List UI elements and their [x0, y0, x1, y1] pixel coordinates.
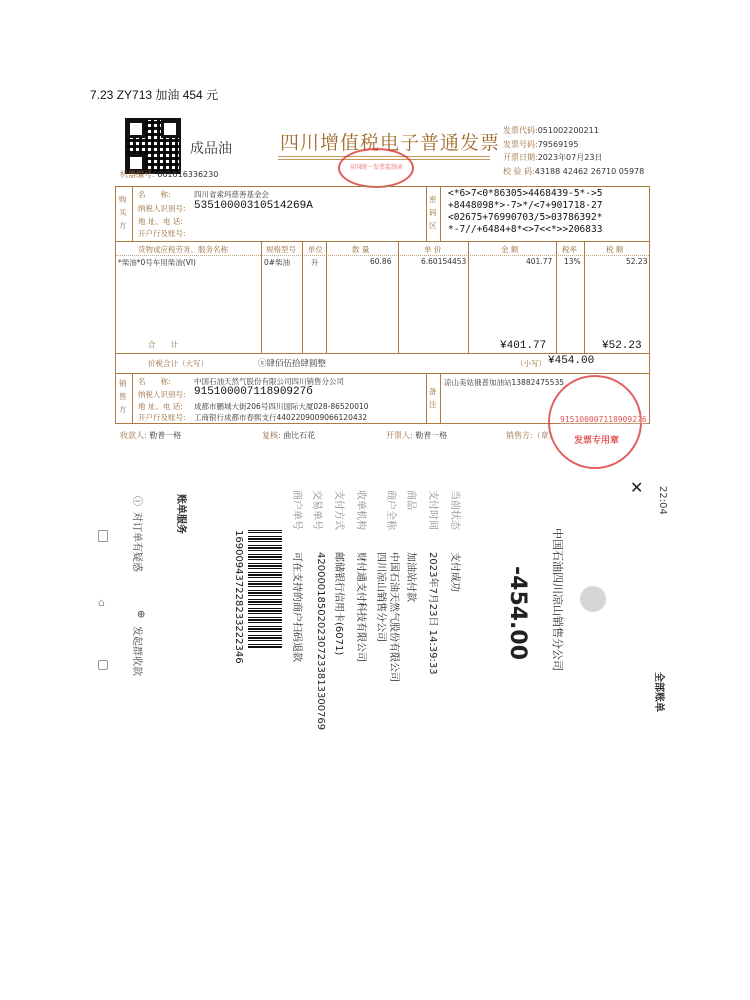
- footer-drawer: 开票人: 勒普一格: [386, 431, 448, 440]
- total-tax: ¥52.23: [602, 340, 642, 352]
- th-price: 单 价: [424, 245, 442, 254]
- seller-name: 中国石油天然气股份有限公司四川销售分公司: [194, 377, 344, 386]
- product-label: 成品油: [190, 141, 232, 157]
- th-amount: 金 额: [501, 245, 519, 254]
- invoice-stamp: 915100007118909276 发票专用章: [548, 375, 642, 469]
- total-amount: ¥401.77: [500, 340, 547, 352]
- supervision-stamp: 全国统一发票监制章: [338, 148, 414, 188]
- qr-code: [125, 118, 181, 174]
- row-label-7: 商户单号: [291, 490, 302, 530]
- row-value-7: 可在支持的商户扫码退款: [291, 552, 302, 662]
- td-tax: 52.23: [626, 257, 648, 266]
- cipher-text: <*6>7<0*86305>4468439-5*->5 +8448098*>-7>*/<7+901718-27 <02675+76990703/5>03786392* *-7//+6484+8*<>7<<*>>206833: [448, 188, 603, 235]
- amount: -454.00: [505, 566, 530, 661]
- row-value-2: 加油站付款: [405, 552, 416, 602]
- row-value-6: 4200001850202307233813300769: [315, 552, 326, 731]
- barcode-number: 169009437228233222346: [233, 530, 244, 664]
- sum-label: 价税合计（大写）: [148, 359, 208, 368]
- row-value-0: 支付成功: [449, 552, 460, 592]
- status-time: 22:04: [657, 486, 668, 515]
- td-qty: 60.86: [370, 257, 392, 266]
- cipher-label: 密码区: [429, 195, 437, 230]
- row-label-5: 支付方式: [333, 490, 344, 530]
- buyer-name: 四川省索玛慈善基金会: [194, 190, 269, 199]
- td-spec: 0#柴油: [264, 258, 291, 267]
- service-title: 账单服务: [175, 494, 186, 534]
- th-spec: 规格型号: [266, 245, 296, 254]
- seller-bank-label: 开户行及账号:: [138, 413, 186, 422]
- th-qty: 数 量: [352, 245, 370, 254]
- row-label-6: 交易单号: [311, 490, 322, 530]
- buyer-tax-label: 纳税人识别号:: [138, 204, 186, 213]
- footer-review: 复核: 曲比石花: [262, 431, 316, 440]
- bill-header: 全部账单: [653, 672, 664, 712]
- footer-seller: 销售方:（章）: [506, 431, 557, 440]
- row-value-4: 财付通支付科技有限公司: [355, 552, 366, 662]
- sum-small-label: （小写）: [516, 359, 546, 368]
- service-item-inquiry[interactable]: 对订单有疑惑: [131, 512, 142, 572]
- buyer-tax-id: 53510000310514269A: [194, 200, 313, 212]
- th-unit: 单位: [308, 245, 323, 254]
- question-icon[interactable]: ⓘ: [131, 496, 142, 506]
- footer-payee: 收款人: 勒普一格: [120, 431, 182, 440]
- buyer-section-label: 购买方: [119, 195, 127, 230]
- row-value-1: 2023年7月23日 14:39:33: [427, 552, 438, 675]
- seller-name-label: 名 称:: [138, 377, 171, 386]
- menu-nav-icon[interactable]: [98, 530, 108, 542]
- seller-tax-id: 91510000711890927б: [194, 386, 313, 398]
- td-rate: 13%: [564, 257, 581, 266]
- row-label-0: 当前状态: [449, 490, 460, 530]
- seller-addr-label: 地 址、电 话:: [138, 402, 183, 411]
- remark-label: 备注: [429, 387, 437, 409]
- total-label: 合 计: [148, 340, 178, 349]
- td-unit: 升: [311, 258, 319, 267]
- row-value-3: 中国石油天然气股份有限公司四川凉山销售分公司: [375, 552, 399, 682]
- seller-addr: 成都市鹏城大街206号四川国际大厦028-86520010: [194, 402, 369, 411]
- close-icon[interactable]: ✕: [630, 478, 644, 497]
- buyer-addr-label: 地 址、电 话:: [138, 217, 183, 226]
- buyer-name-label: 名 称:: [138, 190, 171, 199]
- invoice-title: 四川增值税电子普通发票: [280, 132, 501, 154]
- machine-number: 机器编号: 661616336230: [120, 170, 219, 179]
- th-goods: 货物或应税劳务、服务名称: [138, 245, 228, 254]
- barcode: [248, 530, 282, 648]
- seller-tax-label: 纳税人识别号:: [138, 390, 186, 399]
- page-caption: 7.23 ZY713 加油 454 元: [90, 88, 219, 102]
- th-tax: 税 额: [606, 245, 624, 254]
- row-value-5: 邮储银行信用卡(6071): [333, 552, 344, 656]
- row-label-2: 商品: [405, 490, 416, 510]
- merchant-avatar: [580, 586, 606, 612]
- row-label-4: 收单机构: [355, 490, 366, 530]
- td-price: 6.60154453: [421, 257, 467, 266]
- td-amount: 401.77: [526, 257, 553, 266]
- sum-upper: ⓧ肆佰伍拾肆圆整: [258, 359, 327, 369]
- seller-bank: 工商银行成都市春熙支行4402209009066120432: [194, 413, 368, 422]
- td-goods: *柴油*0号车用柴油(VI): [118, 258, 196, 267]
- row-label-3: 商户全称: [385, 490, 396, 530]
- home-nav-icon[interactable]: ⌂: [98, 596, 105, 609]
- service-item-group-pay[interactable]: 发起群收款: [131, 626, 142, 676]
- merchant-name: 中国石油四川凉山销售分公司: [551, 528, 564, 671]
- invoice-meta: 发票代码:051002200211 发票号码:79569195 开票日期:2023年07月23日 校 验 码:43188 42462 26710 05978: [503, 126, 645, 176]
- buyer-bank-label: 开户行及账号:: [138, 229, 186, 238]
- back-nav-icon[interactable]: [98, 660, 108, 670]
- group-pay-icon[interactable]: ⊕: [135, 610, 146, 619]
- th-rate: 税率: [562, 245, 577, 254]
- row-label-1: 支付时间: [427, 490, 438, 530]
- seller-section-label: 销售方: [119, 379, 127, 414]
- sum-small: ¥454.00: [548, 355, 595, 367]
- remark-text: 凉山美姑俄普加油站13882475535: [444, 378, 564, 387]
